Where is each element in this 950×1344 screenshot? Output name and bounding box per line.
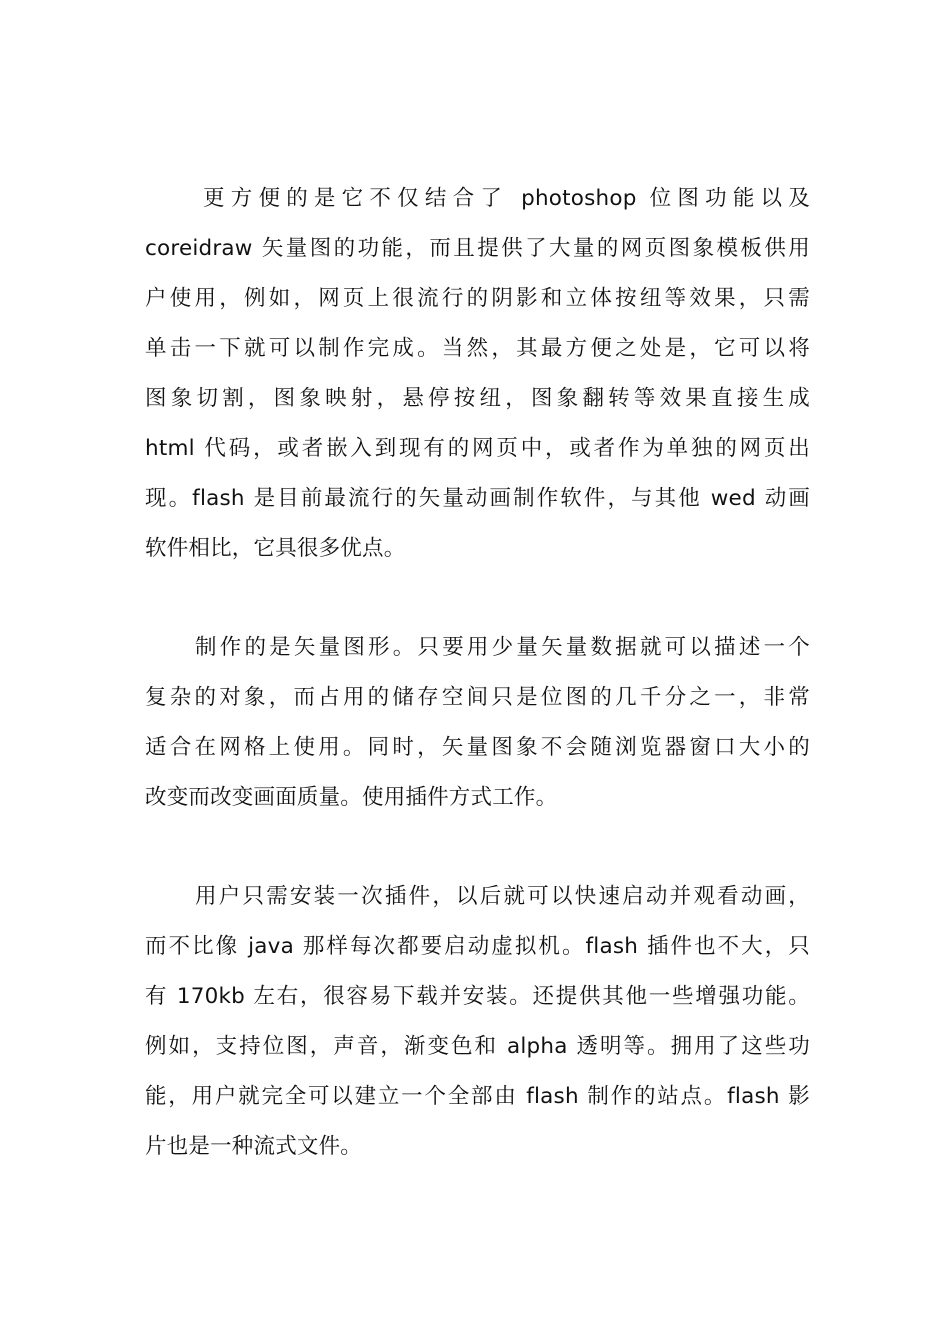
text-line: 软件相比，它具很多优点。	[145, 536, 406, 561]
text-line: 适合在网格上使用。同时，矢量图象不会随浏览器窗口大小的	[145, 735, 810, 760]
text-line: 单击一下就可以制作完成。当然，其最方便之处是，它可以将	[145, 336, 810, 361]
text-line: 制作的是矢量图形。只要用少量矢量数据就可以描述一个	[195, 635, 810, 660]
text-line: html 代码，或者嵌入到现有的网页中，或者作为单独的网页出	[145, 436, 810, 461]
text-line: 用户只需安装一次插件，以后就可以快速启动并观看动画，	[195, 884, 810, 909]
text-line: 改变而改变画面质量。使用插件方式工作。	[145, 785, 558, 810]
text-line: 片也是一种流式文件。	[145, 1134, 363, 1159]
text-line: 能，用户就完全可以建立一个全部由 flash 制作的站点。flash 影	[145, 1084, 810, 1109]
text-line: 更方便的是它不仅结合了 photoshop 位图功能以及	[203, 186, 810, 211]
text-line: 现。flash 是目前最流行的矢量动画制作软件，与其他 wed 动画	[145, 486, 810, 511]
text-line: 户使用，例如，网页上很流行的阴影和立体按纽等效果，只需	[145, 286, 810, 311]
text-line: 而不比像 java 那样每次都要启动虚拟机。flash 插件也不大，只	[145, 934, 810, 959]
text-line: 图象切割，图象映射，悬停按纽，图象翻转等效果直接生成	[145, 386, 810, 411]
text-line: 复杂的对象，而占用的储存空间只是位图的几千分之一，非常	[145, 685, 810, 710]
text-line: coreidraw 矢量图的功能，而且提供了大量的网页图象模板供用	[145, 236, 810, 261]
text-line: 有 170kb 左右，很容易下载并安装。还提供其他一些增强功能。	[145, 984, 810, 1009]
text-line: 例如，支持位图，声音，渐变色和 alpha 透明等。拥用了这些功	[145, 1034, 810, 1059]
